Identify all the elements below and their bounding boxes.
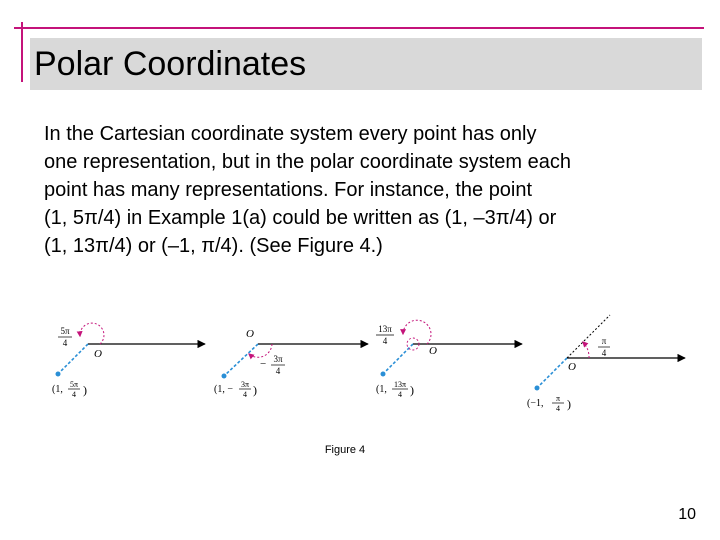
point-label-prefix: (1, − bbox=[214, 384, 233, 395]
point-label-prefix: (1, bbox=[376, 384, 387, 395]
point-denominator: 4 bbox=[556, 404, 560, 413]
angle-numerator: π bbox=[601, 336, 607, 346]
angle-arc bbox=[583, 342, 589, 358]
angle-denominator: 4 bbox=[62, 338, 68, 348]
figure-4-diagrams bbox=[0, 300, 720, 420]
accent-line-horizontal bbox=[14, 27, 704, 29]
paragraph-line: point has many representations. For instance, the point bbox=[44, 179, 533, 201]
point-numerator: π bbox=[555, 394, 561, 403]
radius-segment bbox=[58, 344, 88, 374]
point-dot bbox=[56, 372, 61, 377]
point-denominator: 4 bbox=[243, 390, 247, 399]
angle-denominator: 4 bbox=[601, 348, 607, 358]
angle-numerator: 5π bbox=[60, 326, 70, 336]
paragraph-line: one representation, but in the polar coordinate system each bbox=[44, 151, 571, 173]
point-label-prefix: (1, bbox=[52, 384, 63, 395]
slide-title: Polar Coordinates bbox=[34, 45, 307, 83]
figure-c bbox=[376, 320, 522, 399]
point-close-paren: ) bbox=[83, 383, 87, 397]
pole-label: O bbox=[429, 345, 437, 357]
radius-segment bbox=[537, 358, 567, 388]
point-dot bbox=[535, 386, 540, 391]
figure-d bbox=[527, 315, 685, 413]
point-numerator: 3π bbox=[240, 380, 250, 389]
page-number: 10 bbox=[678, 506, 696, 523]
point-denominator: 4 bbox=[72, 390, 76, 399]
pole-label: O bbox=[568, 361, 576, 373]
point-close-paren: ) bbox=[567, 397, 571, 411]
paragraph-line: (1, 5π/4) in Example 1(a) could be written as (1, –3π/4) or bbox=[44, 207, 557, 229]
angle-arc bbox=[403, 320, 431, 344]
point-dot bbox=[222, 374, 227, 379]
angle-denominator: 4 bbox=[275, 366, 281, 376]
paragraph-line: In the Cartesian coordinate system every point has only bbox=[44, 123, 537, 145]
angle-sign: − bbox=[260, 358, 267, 370]
figure-a bbox=[52, 323, 205, 399]
point-denominator: 4 bbox=[398, 390, 402, 399]
body-paragraph bbox=[44, 120, 694, 260]
figure-b bbox=[214, 328, 368, 399]
point-numerator: 13π bbox=[393, 380, 407, 389]
figure-caption: Figure 4 bbox=[324, 444, 366, 456]
angle-denominator: 4 bbox=[382, 336, 388, 346]
point-numerator: 5π bbox=[69, 380, 79, 389]
angle-numerator: 3π bbox=[273, 354, 283, 364]
point-close-paren: ) bbox=[410, 383, 414, 397]
radius-segment bbox=[224, 344, 258, 376]
pole-label: O bbox=[94, 348, 102, 360]
paragraph-line: (1, 13π/4) or (–1, π/4). (See Figure 4.) bbox=[44, 235, 383, 257]
point-close-paren: ) bbox=[253, 383, 257, 397]
point-label-prefix: (−1, bbox=[527, 398, 544, 409]
angle-arc bbox=[80, 323, 104, 344]
accent-line-vertical bbox=[21, 22, 23, 82]
pole-label: O bbox=[246, 328, 254, 340]
point-dot bbox=[381, 372, 386, 377]
angle-arc bbox=[249, 344, 272, 357]
angle-numerator: 13π bbox=[378, 324, 392, 334]
